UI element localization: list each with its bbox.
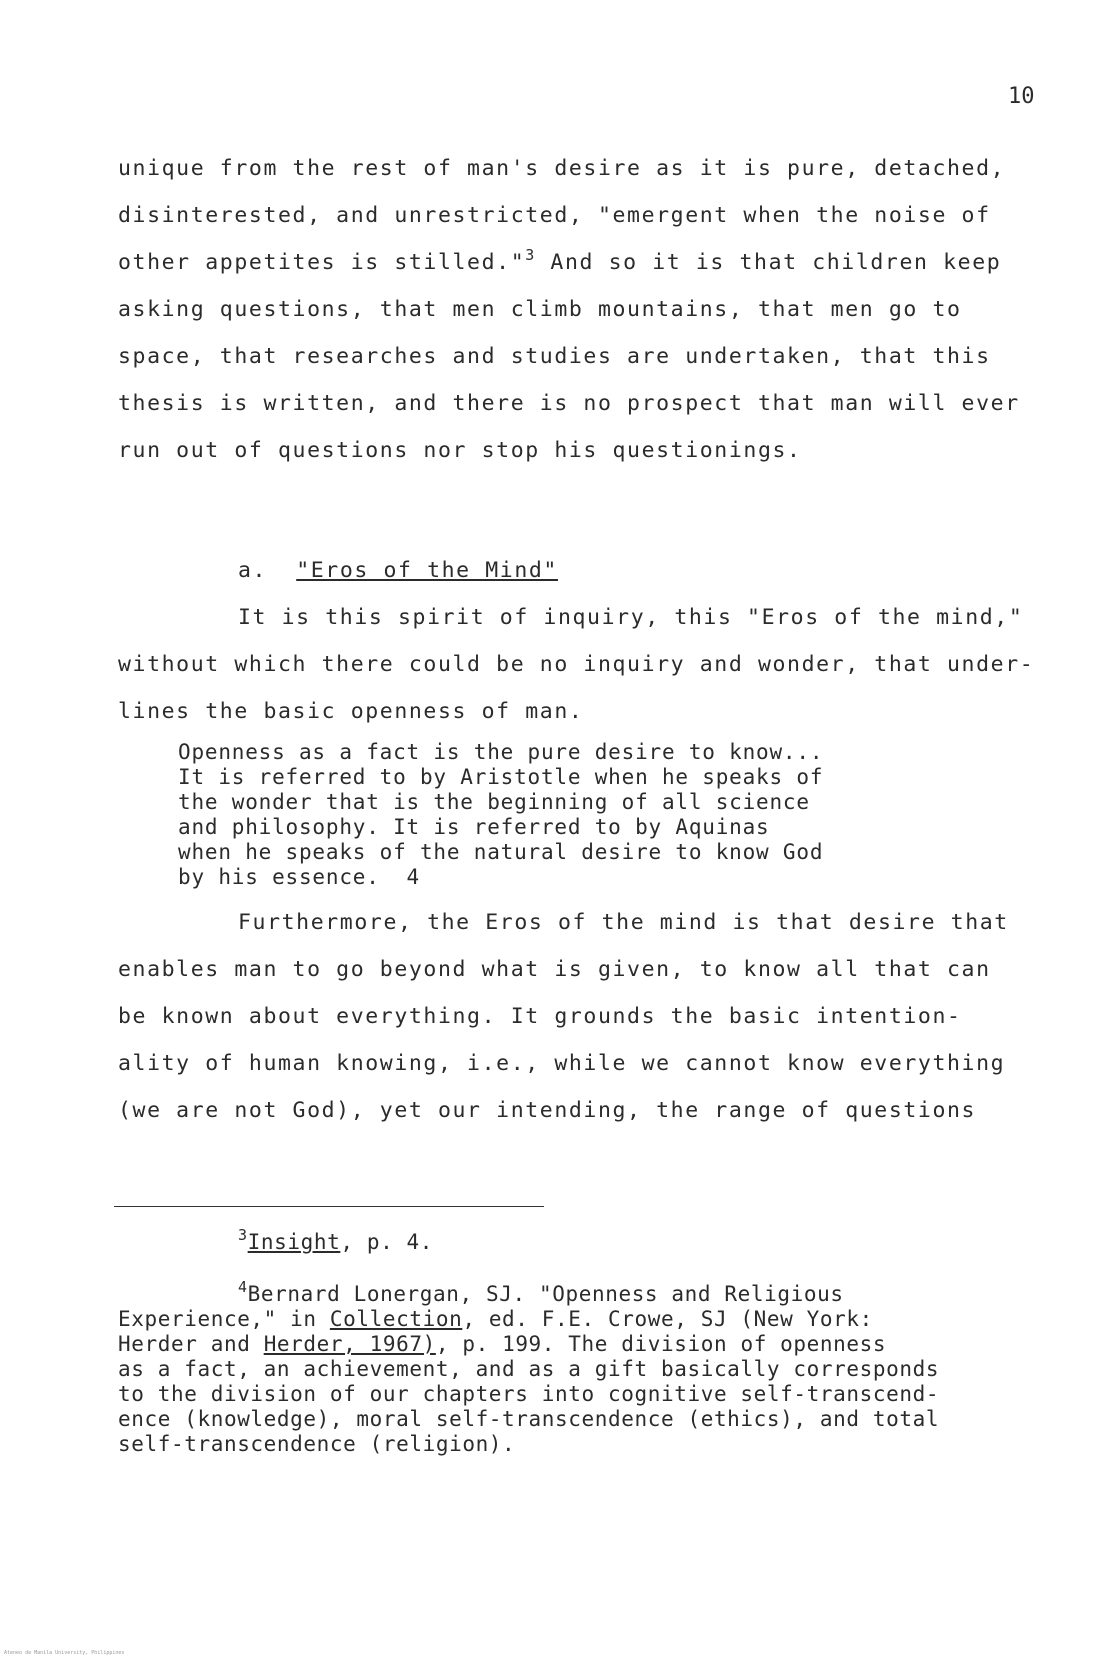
quote-line: when he speaks of the natural desire to know God xyxy=(178,840,824,864)
body-line: unique from the rest of man's desire as it is pure, detached, xyxy=(118,156,1006,181)
footnote-reference: 4 xyxy=(406,865,420,889)
section-heading xyxy=(238,558,558,583)
quote-line: and philosophy. It is referred to by Aquinas xyxy=(178,815,770,839)
body-line: disinterested, and unrestricted, "emergent when the noise of xyxy=(118,203,991,228)
body-line: run out of questions nor stop his questionings. xyxy=(118,438,802,463)
footnote-text: , p. 199. The division of openness xyxy=(435,1332,887,1356)
quote-text: by his essence. xyxy=(178,865,380,889)
section-label: a. xyxy=(238,558,268,583)
footnote-4-line xyxy=(118,1307,873,1331)
body-line: Furthermore, the Eros of the mind is that desire that xyxy=(238,910,1009,935)
body-line: space, that researches and studies are undertaken, that this xyxy=(118,344,991,369)
quote-line: Openness as a fact is the pure desire to know... xyxy=(178,740,824,764)
footer-imprint: Ateneo de Manila University, Philippines xyxy=(4,1650,125,1656)
footnote-4-line: self-transcendence (religion). xyxy=(118,1432,516,1456)
body-line: (we are not God), yet our intending, the range of questions xyxy=(118,1098,977,1123)
quote-line: the wonder that is the beginning of all science xyxy=(178,790,810,814)
footnote-text: Experience," in xyxy=(118,1307,330,1331)
footnote-text: Herder and xyxy=(118,1332,264,1356)
section-title: "Eros of the Mind" xyxy=(296,558,558,583)
footnote-3 xyxy=(238,1226,434,1254)
body-line: It is this spirit of inquiry, this "Eros of the mind," xyxy=(238,605,1024,630)
footnote-mark: 3 xyxy=(238,1226,248,1244)
footnote-text: , p. 4. xyxy=(340,1230,434,1254)
footnote-reference: 3 xyxy=(525,246,536,264)
body-line: enables man to go beyond what is given, to know all that can xyxy=(118,957,991,982)
footnote-4-line: ence (knowledge), moral self-transcendence (ethics), and total xyxy=(118,1407,940,1431)
footnote-4-line: to the division of our chapters into cognitive self-transcend- xyxy=(118,1382,940,1406)
body-line xyxy=(118,246,1002,275)
body-text: And so it is that children keep xyxy=(550,250,1002,275)
body-line: thesis is written, and there is no prospect that man will ever xyxy=(118,391,1020,416)
footnote-4-line xyxy=(118,1332,886,1356)
footnote-text: Bernard Lonergan, SJ. "Openness and Religious xyxy=(247,1282,844,1306)
footnote-source-title: Insight xyxy=(247,1230,341,1254)
quote-line: It is referred to by Aristotle when he speaks of xyxy=(178,765,824,789)
footnote-4-line: as a fact, an achievement, and as a gift basically corresponds xyxy=(118,1357,940,1381)
body-line: asking questions, that men climb mountains, that men go to xyxy=(118,297,962,322)
body-line: lines the basic openness of man. xyxy=(118,699,584,724)
footnote-source-title: Collection xyxy=(329,1307,463,1331)
footnote-4-line xyxy=(238,1278,844,1306)
body-line: be known about everything. It grounds the basic intention- xyxy=(118,1004,962,1029)
body-line: ality of human knowing, i.e., while we cannot know everything xyxy=(118,1051,1006,1076)
body-line: without which there could be no inquiry and wonder, that under- xyxy=(118,652,1035,677)
footnote-text: , ed. F.E. Crowe, SJ (New York: xyxy=(462,1307,873,1331)
footnote-underlined-text: Herder, 1967) xyxy=(263,1332,436,1356)
footnote-mark: 4 xyxy=(238,1278,248,1296)
footnote-separator xyxy=(114,1206,544,1207)
body-text: other appetites is stilled." xyxy=(118,250,526,275)
quote-line xyxy=(178,865,420,890)
page-number: 10 xyxy=(1008,84,1035,109)
